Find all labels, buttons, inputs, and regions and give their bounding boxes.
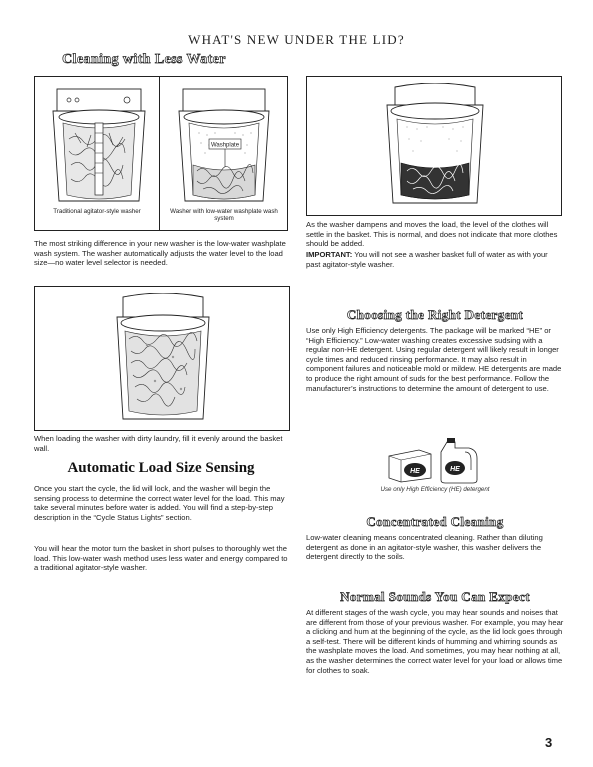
heading-automatic-load-size: Automatic Load Size Sensing [67,460,255,476]
heading-normal-sounds: Normal Sounds You Can Expect [340,589,530,604]
important-label: IMPORTANT: [306,250,353,259]
load-settling-illustration [377,83,493,209]
heading-detergent: Choosing the Right Detergent [346,307,524,322]
paragraph-normal-sounds: At different stages of the wash cycle, you may hear sounds and noises that are different from those of your previous washer. For example, you may hear a clicking and hum at the beginning of the cycle, as the lid lock goes through a self-test. There will be different kinds of humming and whirring sounds as the washplate moves the load. And sometimes, you may hear nothing at all, as the washer determines the correct water level for your load or allows time for clothes to soak. [306,608,564,675]
important-text: You will not see a washer basket full of water as with your past agitator-style washer. [306,250,548,269]
caption-agitator-washer: Traditional agitator-style washer [53,208,141,215]
heading-concentrated-cleaning: Concentrated Cleaning [366,514,504,529]
he-logo-box: HE [410,468,420,475]
paragraph-load-settling: As the washer dampens and moves the load, the level of the clothes will settle in the basket. This is normal, and does not indicate that more clothes should be added. [306,220,558,249]
divider [159,77,160,230]
paragraph-concentrated-cleaning: Low-water cleaning means concentrated cleaning. Rather than diluting detergent as done in an agitator-style washer, this washer delivers the detergent directly to the soils. [306,533,543,562]
paragraph-cleaning-less-water: The most striking difference in your new washer is the low-water washplate wash system. The washer automatically adjusts the water level to the load size—no water level selector is needed. [34,239,286,268]
page-title: WHAT'S NEW UNDER THE LID? [188,32,405,47]
illustration-box-loading [34,286,290,431]
heading-cleaning-less-water: Cleaning with Less Water [62,52,226,67]
illustration-box-washers-comparison [34,76,288,231]
washplate-washer-illustration [165,83,283,207]
paragraph-detergent: Use only High Efficiency detergents. The package will be marked “HE” or “High Efficiency.” Low-water washing creates excessive sudsing with a regular non-HE detergent. Using regular detergent will likely result in longer cycle times and reduced rinsing performance. It may also result in component failures and noticeable mold or mildew. HE detergents are made to produce the right amount of suds for the best performance. Follow the manufacturer’s instructions to determine the amount of detergent to use. [306,326,562,393]
paragraph-automatic-load-2: You will hear the motor turn the basket in short pulses to thoroughly wet the load. This low-water wash method uses less water and energy compared to a traditional agitator-style washer. [34,544,288,573]
loading-washer-illustration [107,293,219,425]
caption-washplate-washer: Washer with low-water washplate wash system [170,208,278,223]
page-number: 3 [545,735,553,750]
illustration-box-load-settling [306,76,562,216]
paragraph-loading: When loading the washer with dirty laundry, fill it evenly around the basket wall. [34,434,283,453]
paragraph-automatic-load-1: Once you start the cycle, the lid will lock, and the washer will begin the sensing process to determine the correct water level for the load. This may take several minutes before water is added. You will find a step-by-step description in the “Cycle Status Lights” section. [34,484,285,522]
caption-detergent: Use only High Efficiency (HE) detergent [380,486,490,493]
paragraph-important [306,250,564,269]
agitator-washer-illustration [39,83,157,207]
washplate-label: Washplate [210,142,240,149]
detergent-illustration [385,436,489,484]
he-logo-bottle: HE [450,466,460,473]
